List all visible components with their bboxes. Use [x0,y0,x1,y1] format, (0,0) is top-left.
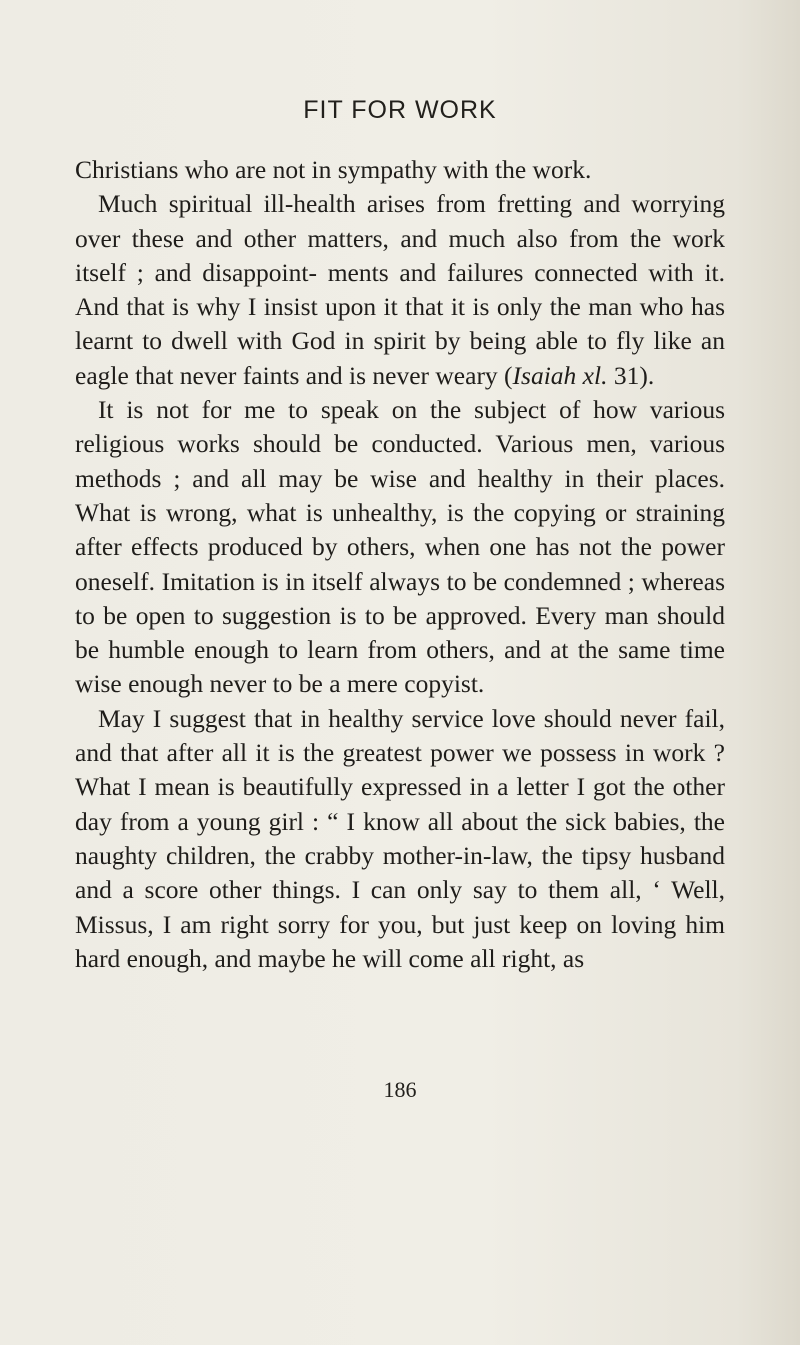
paragraph-text: Much spiritual ill-health arises from fretting and worrying over these and other matters, and much also from the work itself ; and disappoint- ments and failures connected with it. And that is why I insist upon it that it is only the man who has learnt to dwell with God in spirit by being able to fly like an eagle that never faints and is never weary ( [75,189,725,390]
paragraph-healthy-service: May I suggest that in healthy service love should never fail, and that after all it is the greatest power we possess in work ? What I mean is beautifully expressed in a letter I got the other day from a young girl : “ I know all about the sick babies, the naughty children, the crabby mother-in-law, the tipsy husband and a score other things. I can only say to them all, ‘ Well, Missus, I am right sorry for you, but just keep on loving him hard enough, and maybe he will come all right, as [75,703,725,973]
paragraph-text-end: 31). [607,360,655,390]
body-text [75,153,725,976]
running-header: FIT FOR WORK [303,96,497,124]
paragraph-religious-works: It is not for me to speak on the subject of how various religious works should be conducted. Various men, various methods ; and all may be wise and healthy in their places. What is wrong, what is unhealthy, is the copying or straining after effects produced by others, when one has not the power oneself. Imitation is in itself always to be condemned ; whereas to be open to suggestion is to be approved. Every man should be humble enough to learn from others, and at the same time wise enough never to be a mere copyist. [75,395,725,699]
paragraph-spiritual-ill-health [75,187,725,393]
scripture-reference: Isaiah xl. [512,360,608,390]
paragraph-continuation: Christians who are not in sympathy with the work. [75,155,592,184]
page-number: 186 [383,1077,417,1102]
